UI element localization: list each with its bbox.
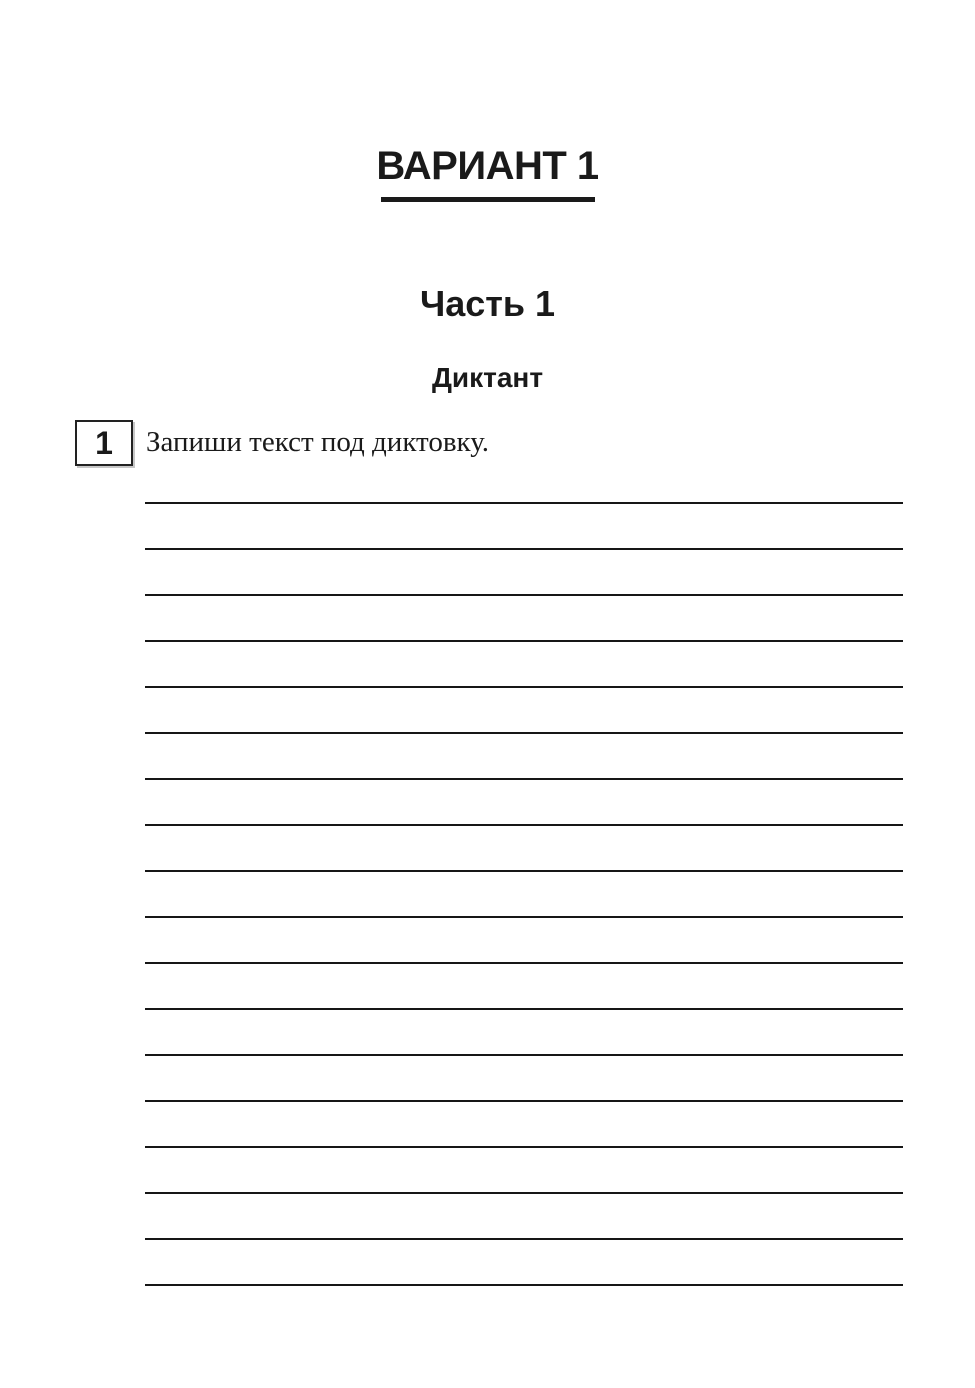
writing-line: [145, 1146, 903, 1148]
writing-line: [145, 870, 903, 872]
task: [75, 420, 975, 466]
part-heading: Часть 1: [419, 283, 556, 324]
writing-line: [145, 548, 903, 550]
writing-line: [145, 732, 903, 734]
writing-line: [145, 502, 903, 504]
writing-line: [145, 962, 903, 964]
writing-line: [145, 824, 903, 826]
writing-line: [145, 1100, 903, 1102]
writing-lines: [145, 502, 903, 1286]
title-double-underline: [381, 197, 595, 202]
task-number-box: [75, 420, 133, 466]
section-heading: Диктант: [431, 362, 544, 393]
writing-line: [145, 1054, 903, 1056]
writing-line: [145, 686, 903, 688]
writing-line: [145, 640, 903, 642]
writing-line: [145, 1238, 903, 1240]
writing-line: [145, 778, 903, 780]
task-instruction: Запиши текст под диктовку.: [146, 426, 490, 459]
writing-line: [145, 1284, 903, 1286]
writing-line: [145, 594, 903, 596]
writing-line: [145, 1008, 903, 1010]
page-title: ВАРИАНТ 1: [376, 144, 599, 188]
writing-line: [145, 916, 903, 918]
writing-line: [145, 1192, 903, 1194]
task-number: 1: [95, 425, 113, 461]
